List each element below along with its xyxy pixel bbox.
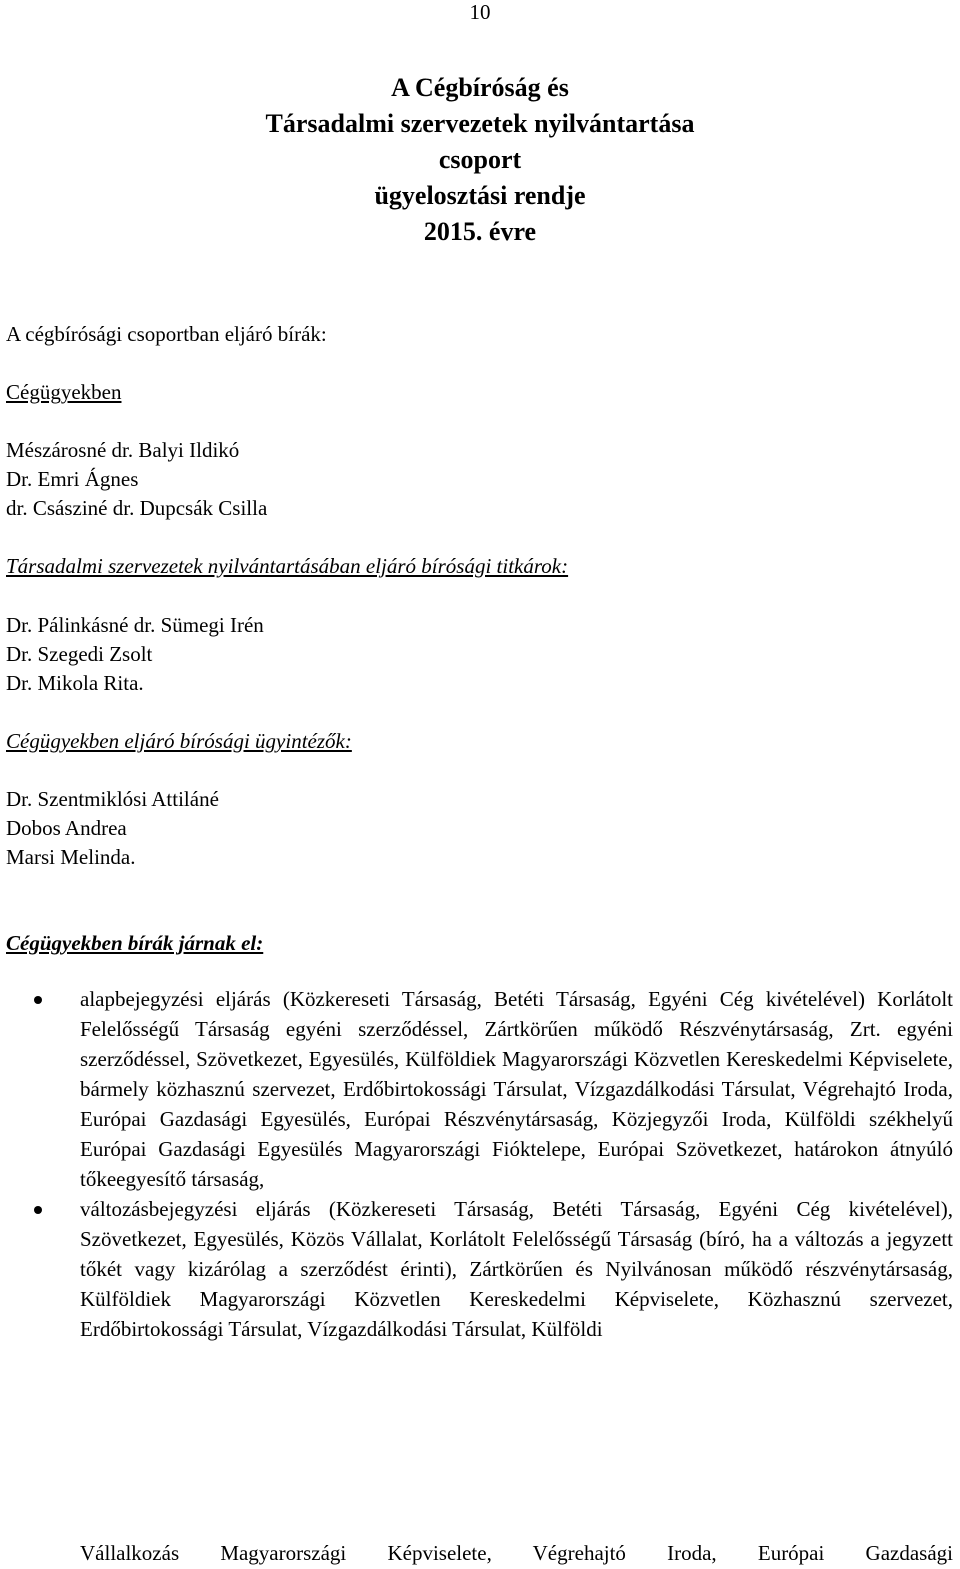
secretary-name: Dr. Szegedi Zsolt [6, 642, 153, 666]
title-line: csoport [438, 145, 522, 174]
duties-list [0, 984, 960, 1344]
intro-text: A cégbírósági csoportban eljáró bírák: [6, 322, 327, 346]
judges-list [6, 436, 267, 523]
secretary-name: Dr. Mikola Rita. [6, 671, 144, 695]
title-line: ügyelosztási rendje [374, 181, 586, 210]
secretary-name: Dr. Pálinkásné dr. Sümegi Irén [6, 613, 264, 637]
secretaries-heading-text: Társadalmi szervezetek nyilvántartásában eljáró bírósági titkárok: [6, 554, 569, 578]
continuation-line: Vállalkozás Magyarországi Képviselete, Végrehajtó Iroda, Európai Gazdasági [80, 1541, 953, 1565]
clerks-heading-text: Cégügyekben eljáró bírósági ügyintézők: [6, 729, 352, 753]
judge-name: dr. Császiné dr. Dupcsák Csilla [6, 496, 268, 520]
duties-heading [6, 929, 950, 958]
judges-heading-text: Cégügyekben [6, 380, 122, 404]
bullet-icon [34, 1206, 42, 1214]
clerk-name: Dr. Szentmiklósi Attiláné [6, 787, 219, 811]
bullet-icon [34, 996, 42, 1004]
judge-name: Dr. Emri Ágnes [6, 467, 139, 491]
title-line: A Cégbíróság és [391, 73, 569, 102]
title-line: Társadalmi szervezetek nyilvántartása [265, 109, 695, 138]
judge-name: Mészárosné dr. Balyi Ildikó [6, 438, 240, 462]
duty-text: alapbejegyzési eljárás (Közkereseti Társaság, Betéti Társaság, Egyéni Cég kivételével) Korlátolt Felelősségű Társaság egyéni szerződéssel, Zártkörűen működő Részvénytársaság, Zrt. egyéni szerződéssel, Szövetkezet, Egyesülés, Külföldiek Magyarországi Közvetlen Kereskedelmi Képviselete, bármely közhasznú szervezet, Erdőbirtokossági Társulat, Vízgazdálkodási Társulat, Végrehajtó Iroda, Európai Gazdasági Egyesülés, Európai Részvénytársaság, Közjegyzői Iroda, Külföldi székhelyű Európai Gazdasági Egyesülés Magyarországi Fióktelepe, Európai Szövetkezet, határokon átnyúló tőkeegyesítő társaság, [80, 987, 953, 1191]
clerk-name: Dobos Andrea [6, 816, 127, 840]
judges-heading [6, 378, 950, 407]
title-line: 2015. évre [423, 217, 537, 246]
page-number: 10 [469, 0, 491, 24]
document-title [0, 70, 960, 250]
duties-heading-text: Cégügyekben bírák járnak el: [6, 931, 264, 955]
list-item [80, 984, 953, 1194]
clerks-list [6, 785, 219, 872]
clerk-name: Marsi Melinda. [6, 845, 136, 869]
list-item [80, 1194, 953, 1344]
duty-text: változásbejegyzési eljárás (Közkereseti Társaság, Betéti Társaság, Egyéni Cég kivételével), Szövetkezet, Egyesülés, Közös Vállalat, Korlátolt Felelősségű Társaság (bíró, ha a változás a jegyzett tőkét vagy kizárólag a szerződést érinti), Zártkörűen és Nyilvánosan működő részvénytársaság, Külföldiek Magyarországi Közvetlen Kereskedelmi Képviselete, Közhasznú szervezet, Erdőbirtokossági Társulat, Vízgazdálkodási Társulat, Külföldi [80, 1197, 953, 1341]
secretaries-list [6, 611, 264, 698]
clerks-heading [6, 727, 950, 756]
secretaries-heading [6, 552, 950, 581]
